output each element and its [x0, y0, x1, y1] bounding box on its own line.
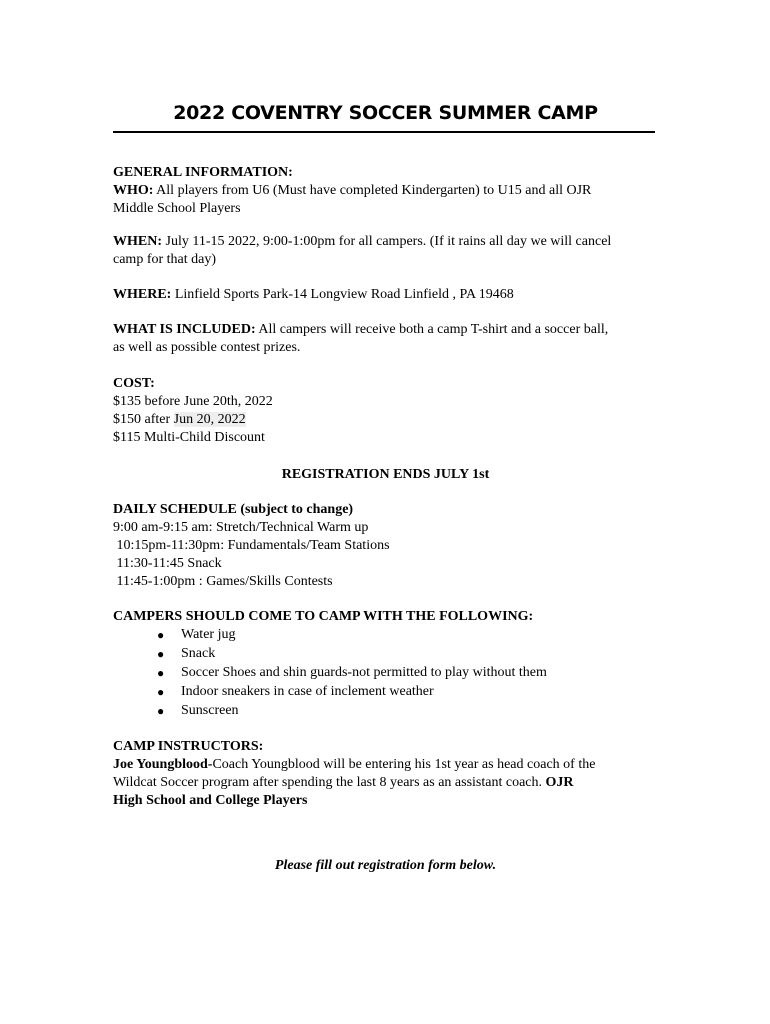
instructors-text-2: Wildcat Soccer program after spending the last 8 years as an assistant coach. — [113, 775, 546, 790]
instructors-line-2 — [113, 774, 658, 792]
included-label: WHAT IS INCLUDED: — [113, 322, 256, 337]
schedule-item: 10:15pm-11:30pm: Fundamentals/Team Stations — [113, 538, 390, 553]
who-text-1: All players from U6 (Must have completed Kindergarten) to U15 and all OJR — [153, 183, 592, 198]
instructors-heading: CAMP INSTRUCTORS: — [113, 739, 264, 754]
bullet-icon: ● — [157, 666, 165, 680]
bullet-icon: ● — [157, 685, 165, 699]
general-info-heading: GENERAL INFORMATION: — [113, 165, 293, 180]
when-text-2: camp for that day) — [113, 252, 217, 267]
cost-line-2 — [113, 411, 658, 429]
schedule-item: 11:30-11:45 Snack — [113, 556, 222, 571]
page-title: 2022 COVENTRY SOCCER SUMMER CAMP — [173, 102, 598, 124]
list-item-text: Indoor sneakers in case of inclement weather — [181, 684, 434, 699]
list-item — [113, 626, 658, 645]
where-label: WHERE: — [113, 287, 172, 302]
bullet-icon: ● — [157, 647, 165, 661]
when-section — [113, 233, 658, 269]
instructors-section — [113, 738, 658, 810]
who-label: WHO: — [113, 183, 154, 198]
when-label: WHEN: — [113, 234, 162, 249]
cost-line-2-date: Jun 20, 2022 — [173, 412, 246, 427]
list-item-text: Water jug — [181, 627, 236, 642]
bring-heading: CAMPERS SHOULD COME TO CAMP WITH THE FOLLOWING: — [113, 609, 534, 624]
included-line — [113, 321, 658, 339]
instructors-bold-line: High School and College Players — [113, 793, 308, 808]
cost-line-1: $135 before June 20th, 2022 — [113, 394, 273, 409]
schedule-heading: DAILY SCHEDULE (subject to change) — [113, 502, 354, 517]
footer-note: Please fill out registration form below. — [274, 858, 497, 873]
cost-line-3: $115 Multi-Child Discount — [113, 430, 265, 445]
who-line — [113, 182, 658, 200]
instructors-bold-tail: OJR — [545, 775, 574, 790]
list-item — [113, 645, 658, 664]
registration-notice: REGISTRATION ENDS JULY 1st — [281, 467, 490, 482]
list-item — [113, 683, 658, 702]
cost-section — [113, 375, 658, 447]
instructor-name: Joe Youngblood- — [113, 757, 213, 772]
schedule-item: 9:00 am-9:15 am: Stretch/Technical Warm up — [113, 520, 369, 535]
cost-heading: COST: — [113, 376, 155, 391]
bullet-icon: ● — [157, 704, 165, 718]
title-rule — [113, 131, 655, 133]
general-info-section — [113, 164, 658, 218]
included-text-2: as well as possible contest prizes. — [113, 340, 301, 355]
schedule-item: 11:45-1:00pm : Games/Skills Contests — [113, 574, 333, 589]
instructors-text-1: Coach Youngblood will be entering his 1st year as head coach of the — [212, 757, 596, 772]
bring-list — [113, 626, 658, 721]
list-item — [113, 702, 658, 721]
where-line — [113, 286, 658, 304]
bring-section — [113, 608, 658, 721]
list-item — [113, 664, 658, 683]
where-section — [113, 286, 658, 304]
cost-line-2-prefix: $150 after — [113, 412, 174, 427]
included-text-1: All campers will receive both a camp T-shirt and a soccer ball, — [255, 322, 609, 337]
schedule-section — [113, 501, 658, 591]
list-item-text: Soccer Shoes and shin guards-not permitted to play without them — [181, 665, 547, 680]
who-text-2: Middle School Players — [113, 201, 241, 216]
list-item-text: Snack — [181, 646, 216, 661]
instructors-line-1 — [113, 756, 658, 774]
bullet-icon: ● — [157, 628, 165, 642]
where-text: Linfield Sports Park-14 Longview Road Linfield , PA 19468 — [171, 287, 514, 302]
included-section — [113, 321, 658, 357]
list-item-text: Sunscreen — [181, 703, 239, 718]
when-line — [113, 233, 658, 251]
when-text-1: July 11-15 2022, 9:00-1:00pm for all campers. (If it rains all day we will cancel — [162, 234, 612, 249]
